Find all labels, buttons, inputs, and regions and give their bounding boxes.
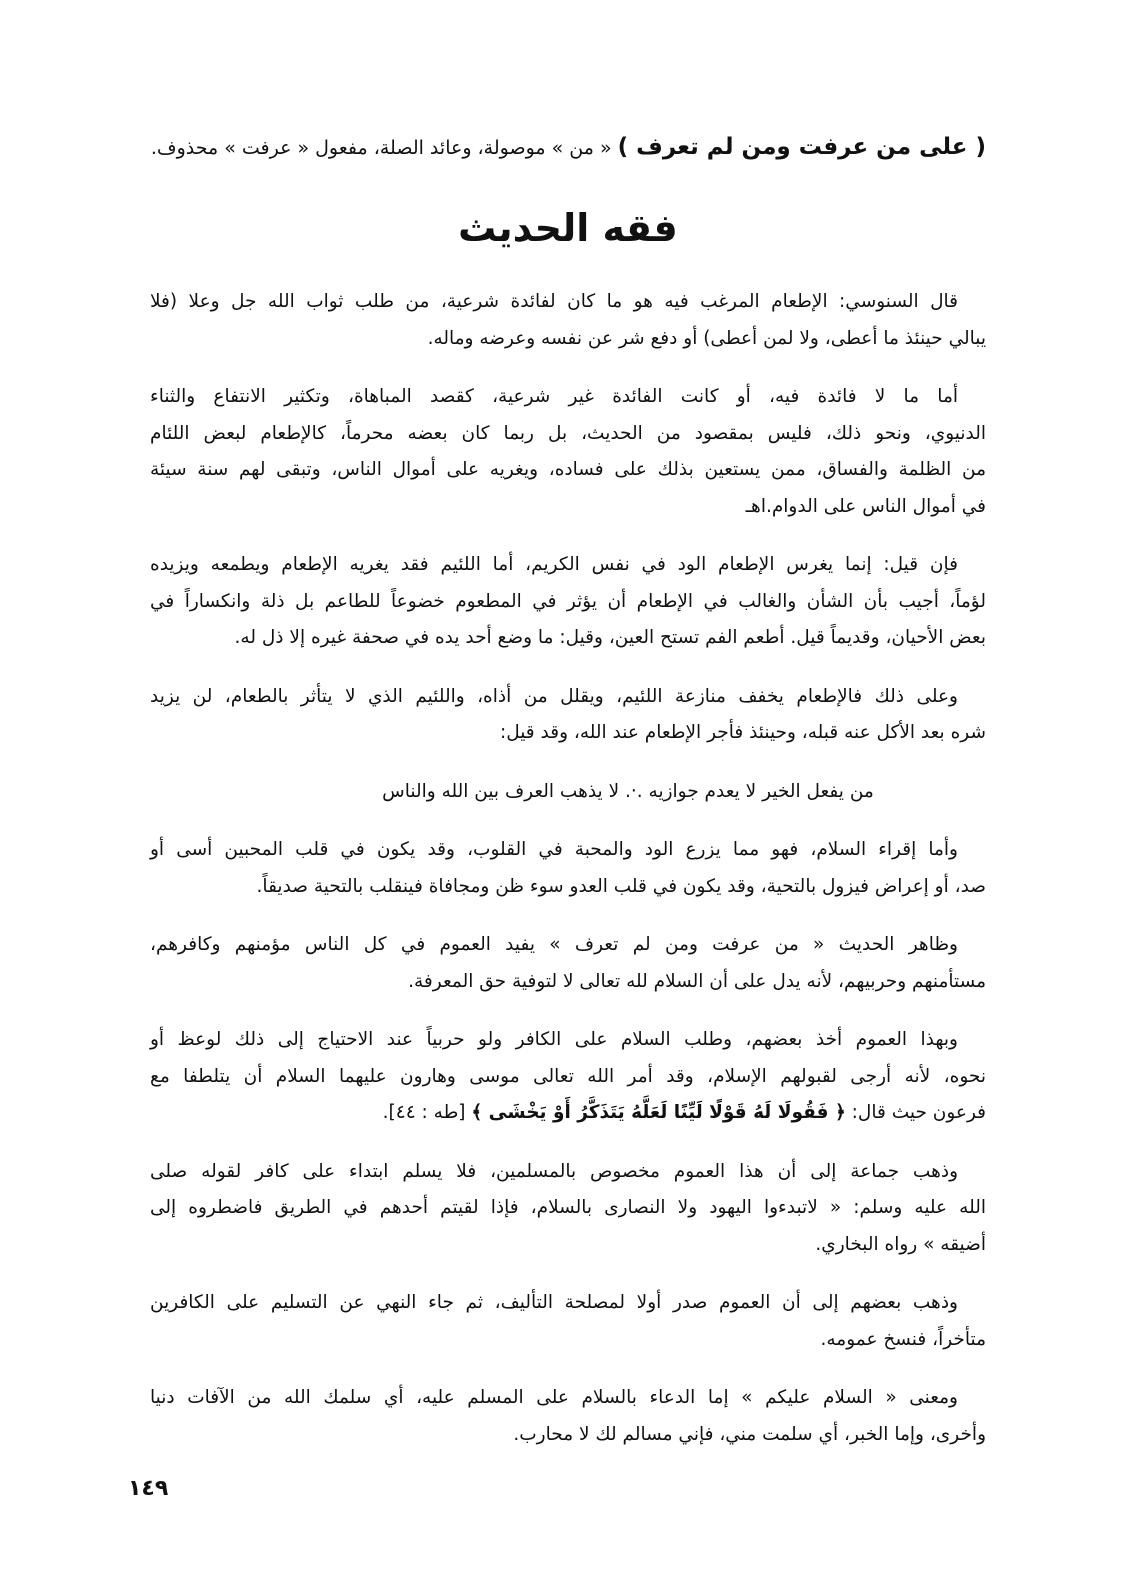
paragraph: [150, 679, 986, 752]
text-span: فرعون حيث قال:: [845, 1102, 986, 1123]
text-line: شره بعد الأكل عنه قبله، وحينئذ فأجر الإطعام عند الله، وقد قيل:: [499, 722, 986, 743]
paragraph: [150, 547, 986, 657]
text-line: وعلى ذلك فالإطعام يخفف منازعة اللئيم، ويقلل من أذاه، واللئيم الذي لا يتأثر بالطعام، لن يزيد: [150, 685, 958, 707]
page-body: [150, 284, 986, 1475]
text-line: متأخراً، فنسخ عمومه.: [820, 1328, 986, 1350]
paragraph: [150, 284, 986, 357]
text-line: من الظلمة والفساق، ممن يستعين بذلك على فساده، ويغريه على أموال الناس، وتبقى لهم سنة سيئة: [150, 459, 986, 480]
text-line: صد، أو إعراض فيزول بالتحية، وقد يكون في قلب العدو سوء ظن ومجافاة فينقلب بالتحية صديقاً.: [256, 875, 986, 897]
text-line: [150, 1095, 986, 1132]
text-line: لؤماً، أجيب بأن الشأن والغالب في الإطعام أن يؤثر في المطعوم خضوعاً للطاعم بل ذلة وانكساراً في: [150, 590, 986, 612]
text-line: وظاهر الحديث « من عرفت ومن لم تعرف » يفيد العموم في كل الناس مؤمنهم وكافرهم،: [150, 934, 958, 955]
verse-line: من يفعل الخير لا يعدم جوازيه .·. لا يذهب العرف بين الله والناس: [382, 780, 874, 802]
paragraph: [150, 1285, 986, 1358]
text-line: يبالي حينئذ ما أعطى، ولا لمن أعطى) أو دفع شر عن نفسه وعرضه وماله.: [427, 327, 986, 349]
text-line: في أموال الناس على الدوام.اهـ: [745, 495, 986, 517]
page-number: ١٤٩: [128, 1476, 169, 1501]
text-line: أما ما لا فائدة فيه، أو كانت الفائدة غير شرعية، كقصد المباهاة، وتكثير الانتفاع والثناء: [150, 386, 958, 407]
paragraph: [150, 1154, 986, 1264]
paragraph: [150, 379, 986, 525]
text-line: فإن قيل: إنما يغرس الإطعام الود في نفس الكريم، أما اللئيم فقد يغريه الإطعام ويطمعه ويزيده: [150, 554, 958, 575]
text-line: الدنيوي، ونحو ذلك، فليس بمقصود من الحديث، بل ربما كان بعضه محرماً، كالإطعام لبعض اللئام: [150, 422, 986, 444]
text-line: وأما إقراء السلام، فهو مما يزرع الود والمحبة في القلوب، وقد يكون في قلب المحبين أسى أو: [150, 839, 958, 860]
hadith-phrase-explanation: [150, 134, 986, 160]
text-line: بعض الأحيان، وقديماً قيل. أطعم الفم تستح العين، وقيل: ما وضع أحد يده في صحفة غيره إلا ذل له.: [234, 627, 986, 648]
paragraph: [150, 1380, 986, 1453]
hadith-phrase: ( على من عرفت ومن لم تعرف ): [617, 134, 986, 160]
text-line: نحوه، لأنه أرجى لقبولهم الإسلام، وقد أمر الله تعالى موسى وهارون عليهما السلام أن يتلطفا مع: [150, 1065, 986, 1087]
text-line: الله عليه وسلم: « لاتبدءوا اليهود ولا النصارى بالسلام، فإذا لقيتم أحدهم في الطريق فاضطروه إلى: [150, 1197, 986, 1218]
text-line: قال السنوسي: الإطعام المرغب فيه هو ما كان لفائدة شرعية، من طلب ثواب الله جل وعلا (فلا: [150, 291, 958, 312]
poetry-verse: [150, 774, 986, 811]
text-line: وذهب بعضهم إلى أن العموم صدر أولا لمصلحة التأليف، ثم جاء النهي عن التسليم على الكافرين: [150, 1292, 958, 1313]
text-line: ومعنى « السلام عليكم » إما الدعاء بالسلام على المسلم عليه، أي سلمك الله من الآفات دنيا: [150, 1387, 958, 1408]
section-title: فقه الحديث: [458, 206, 678, 250]
quran-verse: ﴿ فَقُولَا لَهُ قَوْلًا لَيِّنًا لَعَلَّهُ يَتَذَكَّرُ أَوْ يَخْشَى ﴾: [471, 1102, 846, 1123]
text-line: وذهب جماعة إلى أن هذا العموم مخصوص بالمسلمين، فلا يسلم ابتداء على كافر لقوله صلى: [150, 1160, 958, 1182]
text-line: وأخرى، وإما الخبر، أي سلمت مني، فإني مسالم لك لا محارب.: [513, 1423, 986, 1445]
paragraph: [150, 832, 986, 905]
paragraph: [150, 1022, 986, 1132]
quran-citation: [طه : ٤٤].: [382, 1102, 472, 1123]
text-line: مستأمنهم وحربيهم، لأنه يدل على أن السلام لله تعالى لا لتوفية حق المعرفة.: [408, 970, 986, 992]
text-line: وبهذا العموم أخذ بعضهم، وطلب السلام على الكافر ولو حربياً عند الاحتياج إلى ذلك لوعظ أو: [150, 1029, 958, 1050]
grammar-note: « من » موصولة، وعائد الصلة، مفعول « عرفت » محذوف.: [150, 137, 618, 159]
text-line: أضيقه » رواه البخاري.: [815, 1233, 986, 1255]
paragraph: [150, 927, 986, 1000]
